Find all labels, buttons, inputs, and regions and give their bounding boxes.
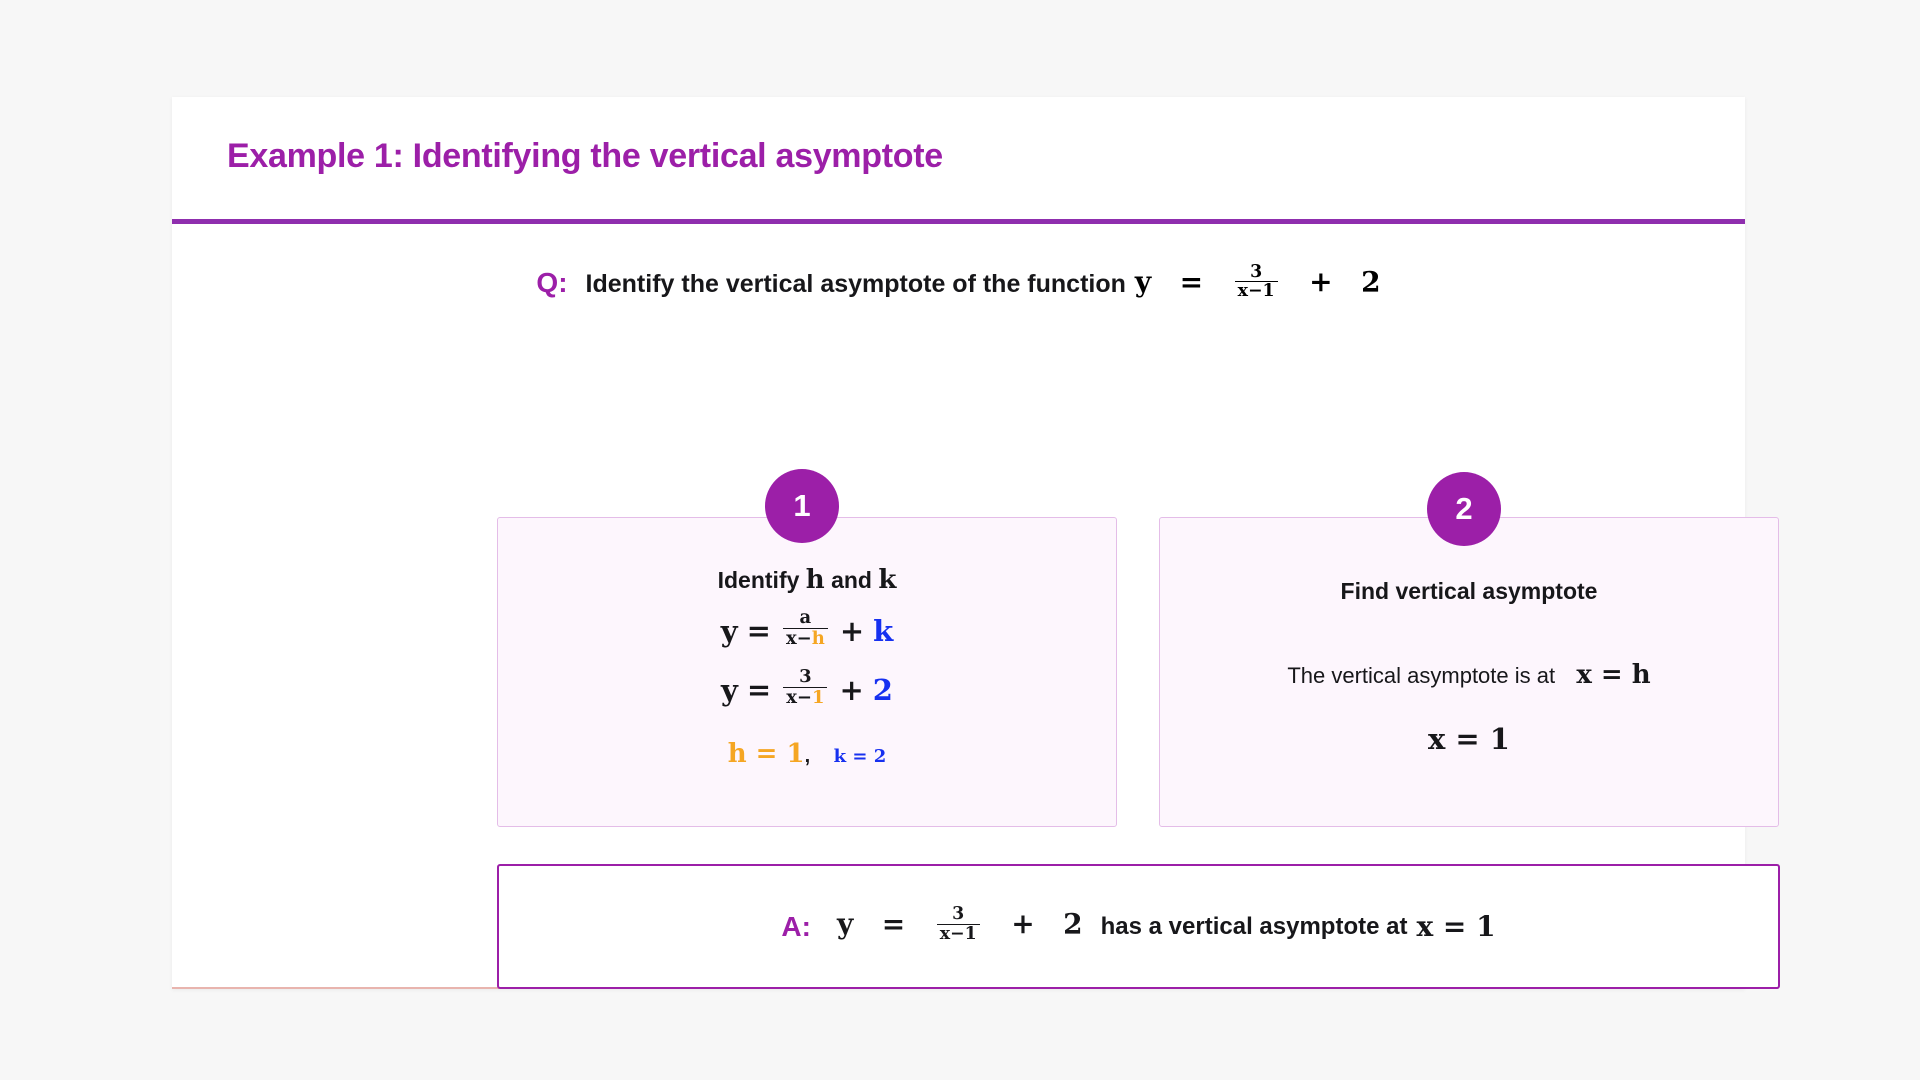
answer-formula-fraction	[937, 905, 980, 943]
question-formula-fraction	[1235, 263, 1278, 301]
step-1-result	[498, 738, 1116, 769]
question-formula-denominator: x−1	[1235, 281, 1278, 301]
question-text: Identify the vertical asymptote of the function	[585, 269, 1126, 298]
step-1-heading	[498, 565, 1116, 595]
step-1-heading-var-h: h	[805, 565, 825, 595]
step-1-general-constant: k	[873, 613, 894, 648]
question-row	[172, 262, 1745, 303]
step-card-1	[497, 517, 1117, 827]
step-1-specific-den-prefix: x−	[786, 686, 812, 708]
step-1-general-denominator	[783, 628, 828, 649]
step-2-line	[1160, 660, 1778, 690]
step-1-heading-var-k: k	[878, 565, 897, 595]
step-1-result-k: k = 2	[833, 746, 887, 767]
answer-formula-equals: =	[881, 908, 906, 941]
question-label: Q:	[536, 266, 568, 298]
step-1-specific-denominator	[783, 687, 827, 708]
step-1-general-plus: +	[839, 613, 865, 648]
step-badge-1: 1	[765, 469, 839, 543]
step-card-2	[1159, 517, 1779, 827]
answer-label: A:	[781, 910, 811, 942]
question-formula-plus: +	[1309, 265, 1333, 299]
step-1-result-separator: ,	[804, 745, 811, 767]
page-title: Example 1: Identifying the vertical asymptote	[227, 137, 943, 175]
question-formula	[1134, 262, 1381, 303]
step-1-specific-constant: 2	[872, 672, 893, 707]
answer-formula-denominator: x−1	[937, 924, 980, 944]
step-1-general-lhs: y	[720, 613, 738, 648]
step-1-general-numerator: a	[799, 607, 812, 628]
title-divider	[172, 219, 1745, 224]
step-1-general-den-prefix: x−	[785, 627, 812, 649]
step-2-heading: Find vertical asymptote	[1340, 578, 1598, 604]
answer-bar	[497, 864, 1780, 989]
question-formula-equals: =	[1179, 265, 1204, 299]
question-formula-numerator: 3	[1250, 262, 1263, 282]
step-1-general-fraction	[783, 609, 828, 649]
slide-container	[172, 97, 1745, 989]
step-1-specific-lhs: y	[721, 672, 738, 707]
step-2-line-math: x = h	[1576, 660, 1651, 690]
step-badge-2: 2	[1427, 472, 1501, 546]
answer-text	[836, 904, 1496, 945]
step-1-specific-plus: +	[839, 672, 864, 707]
answer-formula-plus: +	[1011, 908, 1035, 941]
step-1-heading-prefix: Identify	[717, 567, 800, 593]
answer-statement: has a vertical asymptote at	[1100, 912, 1408, 940]
step-1-heading-and: and	[831, 567, 872, 593]
step-1-general-equals: =	[746, 613, 771, 648]
answer-formula-lhs: y	[836, 908, 854, 941]
step-1-specific-den-var: 1	[811, 686, 825, 708]
step-1-specific-numerator: 3	[799, 666, 812, 687]
question-formula-lhs: y	[1134, 265, 1152, 299]
question-formula-constant: 2	[1361, 265, 1381, 299]
step-1-general-den-var: h	[811, 627, 825, 649]
step-2-line-text: The vertical asymptote is at	[1287, 663, 1556, 688]
step-1-general-form	[498, 607, 1116, 651]
step-1-specific-fraction	[783, 668, 827, 708]
step-1-specific-form	[498, 666, 1116, 710]
answer-formula-numerator: 3	[952, 904, 965, 925]
step-1-specific-equals: =	[746, 672, 772, 707]
step-2-answer-math: x = 1	[1428, 722, 1510, 756]
step-2-answer	[1160, 722, 1778, 757]
step-1-result-h: h = 1	[727, 739, 805, 769]
answer-formula-constant: 2	[1063, 908, 1083, 941]
answer-formula	[836, 904, 1083, 945]
answer-result: x = 1	[1416, 910, 1496, 943]
